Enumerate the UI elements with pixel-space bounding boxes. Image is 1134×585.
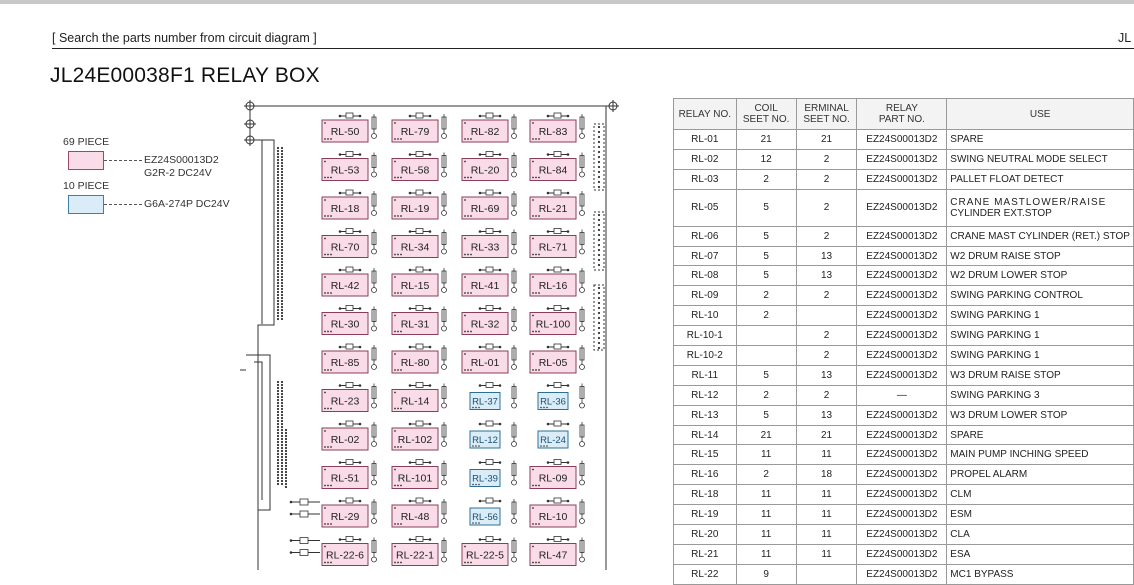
relay-label: RL-39 [472, 473, 498, 485]
relay-label: RL-02 [330, 434, 360, 446]
col-use [947, 99, 1134, 130]
relay-table [673, 98, 1134, 585]
col-terminal-seet [796, 99, 857, 130]
coil-seet-cell: 21 [736, 130, 796, 150]
relay-symbol [392, 537, 447, 566]
relay-no-cell: RL-07 [674, 246, 737, 266]
coil-seet-cell: 11 [736, 445, 796, 465]
coil-seet-cell: 5 [736, 189, 796, 226]
legend-part-blue-1: G6A-274P DC24V [144, 198, 230, 210]
coil-seet-cell: 21 [736, 425, 796, 445]
relay-label: RL-84 [538, 164, 568, 177]
terminal-seet-cell: 11 [796, 485, 857, 505]
part-no-cell: EZ24S00013D2 [857, 306, 947, 326]
relay-label: RL-58 [400, 164, 430, 177]
table-row [674, 544, 1134, 564]
terminal-seet-cell: 21 [796, 425, 857, 445]
coil-seet-cell: 5 [736, 226, 796, 246]
part-no-cell: EZ24S00013D2 [857, 149, 947, 169]
part-no-cell: EZ24S00013D2 [857, 405, 947, 425]
relay-no-cell: RL-02 [674, 149, 737, 169]
relay-symbol [462, 190, 517, 219]
use-cell: ESM [947, 505, 1134, 525]
relay-symbol [322, 498, 377, 527]
relay-label: RL-19 [400, 203, 430, 215]
table-row [674, 564, 1134, 584]
terminal-seet-cell: 11 [796, 445, 857, 465]
relay-no-cell: RL-06 [674, 226, 737, 246]
relay-no-cell: RL-10-1 [674, 326, 737, 346]
coil-seet-cell: 11 [736, 485, 796, 505]
relay-no-cell: RL-01 [674, 130, 737, 150]
relay-no-cell: RL-16 [674, 465, 737, 485]
relay-no-cell: RL-15 [674, 445, 737, 465]
relay-label: RL-50 [330, 126, 360, 138]
relay-no-cell: RL-10 [674, 306, 737, 326]
relay-symbol [462, 152, 517, 181]
relay-label: RL-36 [540, 396, 566, 408]
relay-symbol [322, 113, 377, 142]
relay-no-cell: RL-20 [674, 525, 737, 545]
relay-no-cell: RL-09 [674, 286, 737, 306]
relay-label: RL-56 [472, 512, 498, 523]
part-no-cell: EZ24S00013D2 [857, 246, 947, 266]
relay-symbol [392, 498, 447, 527]
use-cell: SWING NEUTRAL MODE SELECT [947, 149, 1134, 169]
relay-label: RL-71 [538, 241, 568, 254]
relay-label: RL-102 [397, 434, 433, 446]
terminal-seet-cell: 13 [796, 246, 857, 266]
terminal-seet-cell: 2 [796, 226, 857, 246]
relay-symbol [322, 267, 377, 296]
part-no-cell: EZ24S00013D2 [857, 286, 947, 306]
part-no-cell: — [857, 385, 947, 405]
coil-seet-cell: 11 [736, 505, 796, 525]
relay-label: RL-10 [538, 511, 568, 523]
relay-symbol [322, 383, 377, 412]
page-title: JL24E00038F1 RELAY BOX [50, 64, 320, 87]
relay-label: RL-22-1 [396, 549, 434, 562]
terminal-seet-cell: 2 [796, 169, 857, 189]
table-row [674, 246, 1134, 266]
relay-no-cell: RL-21 [674, 544, 737, 564]
relay-symbol [538, 421, 585, 448]
part-no-cell: EZ24S00013D2 [857, 266, 947, 286]
relay-label: RL-14 [400, 395, 430, 408]
relay-label: RL-101 [397, 472, 433, 485]
relay-label: RL-47 [538, 549, 568, 562]
relay-symbol [392, 152, 447, 181]
table-row [674, 465, 1134, 485]
relay-symbol [322, 190, 377, 219]
relay-label: RL-12 [472, 435, 498, 446]
use-cell: PALLET FLOAT DETECT [947, 169, 1134, 189]
table-header-row [674, 99, 1134, 130]
relay-label: RL-70 [330, 241, 360, 254]
col-terminal-label-1: ERMINAL [804, 103, 849, 114]
relay-label: RL-05 [538, 357, 568, 369]
relay-symbol [322, 344, 377, 373]
relay-no-cell: RL-13 [674, 405, 737, 425]
relay-label: RL-30 [330, 318, 360, 331]
coil-seet-cell: 5 [736, 266, 796, 286]
relay-label: RL-23 [330, 395, 360, 408]
part-no-cell: EZ24S00013D2 [857, 169, 947, 189]
relay-symbol [322, 229, 377, 258]
relay-label: RL-42 [330, 280, 360, 292]
part-no-cell: EZ24S00013D2 [857, 226, 947, 246]
use-cell: SWING PARKING CONTROL [947, 286, 1134, 306]
relay-label: RL-31 [400, 318, 430, 331]
relay-symbol [530, 267, 585, 296]
relay-label: RL-82 [470, 126, 500, 138]
table-row [674, 425, 1134, 445]
relay-no-cell: RL-08 [674, 266, 737, 286]
use-cell: SWING PARKING 1 [947, 346, 1134, 366]
relay-no-cell: RL-18 [674, 485, 737, 505]
part-no-cell: EZ24S00013D2 [857, 465, 947, 485]
coil-seet-cell: 11 [736, 525, 796, 545]
use-cell: ESA [947, 544, 1134, 564]
use-cell: CLA [947, 525, 1134, 545]
relay-symbol [392, 113, 447, 142]
relay-label: RL-48 [400, 511, 430, 523]
use-line-1: CRANE MASTLOWER/RAISE [950, 196, 1107, 208]
part-no-cell: EZ24S00013D2 [857, 189, 947, 226]
part-no-cell: EZ24S00013D2 [857, 564, 947, 584]
col-part-no [857, 99, 947, 130]
relay-symbol [462, 113, 517, 142]
coil-seet-cell: 5 [736, 405, 796, 425]
relay-label: RL-22-5 [466, 549, 504, 562]
relay-symbol [322, 306, 377, 335]
relay-label: RL-20 [470, 164, 500, 177]
relay-label: RL-37 [472, 396, 498, 408]
plug-symbol [290, 538, 320, 556]
use-cell: W2 DRUM RAISE STOP [947, 246, 1134, 266]
relay-label: RL-53 [330, 164, 360, 177]
legend-leader-blue [104, 204, 142, 205]
relay-symbol [530, 229, 585, 258]
terminal-seet-cell [796, 306, 857, 326]
relay-label: RL-69 [470, 203, 500, 215]
header-rule [52, 48, 1134, 49]
part-no-cell: EZ24S00013D2 [857, 425, 947, 445]
relay-symbol [470, 383, 517, 410]
breadcrumb-right: JL [1118, 31, 1132, 45]
relay-symbol [392, 229, 447, 258]
relay-no-cell: RL-19 [674, 505, 737, 525]
part-no-cell: EZ24S00013D2 [857, 445, 947, 465]
relay-symbol [392, 460, 447, 489]
col-coil-seet [736, 99, 796, 130]
terminal-seet-cell: 2 [796, 149, 857, 169]
col-part-label-1: RELAY [885, 103, 918, 114]
table-row [674, 149, 1134, 169]
relay-no-cell: RL-05 [674, 189, 737, 226]
part-no-cell: EZ24S00013D2 [857, 525, 947, 545]
table-row [674, 326, 1134, 346]
table-row [674, 169, 1134, 189]
coil-seet-cell: 2 [736, 385, 796, 405]
table-row [674, 189, 1134, 226]
relay-symbol [392, 383, 447, 412]
relay-symbol [322, 152, 377, 181]
relay-no-cell: RL-22 [674, 564, 737, 584]
part-no-cell: EZ24S00013D2 [857, 485, 947, 505]
table-row [674, 226, 1134, 246]
table-row [674, 130, 1134, 150]
relay-label: RL-22-6 [326, 549, 364, 562]
part-no-cell: EZ24S00013D2 [857, 544, 947, 564]
table-row [674, 445, 1134, 465]
terminal-seet-cell: 11 [796, 505, 857, 525]
terminal-seet-cell: 2 [796, 385, 857, 405]
legend-part-pink-1: EZ24S00013D2 [144, 154, 219, 166]
relay-symbol [392, 190, 447, 219]
relay-board-diagram [240, 100, 620, 570]
terminal-seet-cell: 13 [796, 266, 857, 286]
part-no-cell: EZ24S00013D2 [857, 130, 947, 150]
terminal-seet-cell: 13 [796, 365, 857, 385]
use-cell: CRANE MAST CYLINDER (RET.) STOP [947, 226, 1134, 246]
use-cell: SPARE [947, 130, 1134, 150]
coil-seet-cell: 2 [736, 465, 796, 485]
legend-leader-pink [104, 160, 142, 161]
terminal-seet-cell: 2 [796, 346, 857, 366]
relay-symbol [462, 537, 517, 566]
relay-label: RL-16 [538, 280, 568, 292]
legend-swatch-pink [68, 151, 104, 170]
terminal-seet-cell: 21 [796, 130, 857, 150]
relay-symbol [462, 344, 517, 373]
terminal-seet-cell: 2 [796, 286, 857, 306]
relay-symbol [392, 267, 447, 296]
relay-symbol [470, 421, 517, 448]
use-cell: SWING PARKING 1 [947, 306, 1134, 326]
relay-label: RL-34 [400, 241, 430, 254]
use-cell: MAIN PUMP INCHING SPEED [947, 445, 1134, 465]
table-row [674, 306, 1134, 326]
relay-symbol [462, 306, 517, 335]
relay-label: RL-21 [538, 203, 568, 215]
relay-no-cell: RL-12 [674, 385, 737, 405]
relay-label: RL-24 [540, 435, 566, 446]
relay-no-cell: RL-14 [674, 425, 737, 445]
relay-symbol [322, 421, 377, 450]
coil-seet-cell: 5 [736, 246, 796, 266]
relay-label: RL-83 [538, 126, 568, 138]
coil-seet-cell: 2 [736, 169, 796, 189]
relay-board-svg [240, 100, 620, 570]
relay-label: RL-33 [470, 241, 500, 254]
table-row [674, 385, 1134, 405]
terminal-seet-cell: 2 [796, 189, 857, 226]
use-cell: W3 DRUM LOWER STOP [947, 405, 1134, 425]
relay-symbol [538, 383, 585, 410]
use-cell [947, 189, 1134, 226]
part-no-cell: EZ24S00013D2 [857, 346, 947, 366]
table-row [674, 266, 1134, 286]
relay-no-cell: RL-03 [674, 169, 737, 189]
use-cell: CLM [947, 485, 1134, 505]
use-line-2: CYLINDER EXT.STOP [950, 207, 1052, 219]
terminal-seet-cell [796, 564, 857, 584]
relay-symbol [470, 460, 517, 487]
legend-swatch-blue [68, 195, 104, 214]
terminal-seet-cell: 2 [796, 326, 857, 346]
table-row [674, 525, 1134, 545]
table-row [674, 405, 1134, 425]
terminal-seet-cell: 11 [796, 525, 857, 545]
table-row [674, 346, 1134, 366]
use-cell: MC1 BYPASS [947, 564, 1134, 584]
relay-symbol [322, 460, 377, 489]
relay-label: RL-01 [470, 357, 500, 369]
relay-symbol [530, 190, 585, 219]
part-no-cell: EZ24S00013D2 [857, 326, 947, 346]
relay-label: RL-32 [470, 318, 500, 331]
relay-label: RL-41 [470, 280, 500, 292]
relay-label: RL-85 [330, 357, 360, 369]
relay-label: RL-15 [400, 280, 430, 292]
coil-seet-cell: 12 [736, 149, 796, 169]
relay-no-cell: RL-11 [674, 365, 737, 385]
relay-label: RL-18 [330, 203, 360, 215]
relay-symbol [530, 152, 585, 181]
terminal-seet-cell: 18 [796, 465, 857, 485]
col-use-label: USE [1029, 108, 1051, 120]
col-terminal-label-2: SEET NO. [803, 114, 850, 125]
plug-symbol [290, 499, 320, 517]
coil-seet-cell [736, 326, 796, 346]
relay-symbol [392, 344, 447, 373]
relay-label: RL-29 [330, 511, 360, 523]
use-cell: SWING PARKING 3 [947, 385, 1134, 405]
relay-symbol [392, 421, 447, 450]
coil-seet-cell: 2 [736, 306, 796, 326]
legend-count-blue: 10 PIECE [63, 180, 110, 192]
window-top-border [0, 0, 1134, 4]
col-coil-label-2: SEET NO. [742, 114, 790, 125]
use-cell: SWING PARKING 1 [947, 326, 1134, 346]
relay-symbol [462, 267, 517, 296]
relay-symbol [530, 344, 585, 373]
relay-symbol [322, 537, 377, 566]
use-cell: W2 DRUM LOWER STOP [947, 266, 1134, 286]
col-coil-label-1: COIL [754, 103, 778, 114]
relay-symbol [530, 113, 585, 142]
relay-label: RL-79 [400, 126, 430, 138]
terminal-seet-cell: 13 [796, 405, 857, 425]
relay-symbol [530, 537, 585, 566]
relay-label: RL-100 [535, 318, 571, 331]
relay-label: RL-09 [538, 472, 568, 485]
use-cell: W3 DRUM RAISE STOP [947, 365, 1134, 385]
terminal-seet-cell: 11 [796, 544, 857, 564]
relay-symbol [530, 498, 585, 527]
coil-seet-cell: 11 [736, 544, 796, 564]
part-no-cell: EZ24S00013D2 [857, 365, 947, 385]
coil-seet-cell: 2 [736, 286, 796, 306]
table-row [674, 505, 1134, 525]
relay-label: RL-51 [330, 472, 360, 485]
relay-label: RL-80 [400, 357, 430, 369]
breadcrumb: [ Search the parts number from circuit diagram ] [52, 31, 317, 45]
col-relay-no-label: RELAY NO. [678, 108, 732, 120]
relay-symbol [530, 306, 585, 335]
legend-count-pink: 69 PIECE [63, 136, 110, 148]
col-part-label-2: PART NO. [878, 114, 925, 125]
relay-symbol [462, 229, 517, 258]
table-row [674, 485, 1134, 505]
coil-seet-cell: 5 [736, 365, 796, 385]
col-relay-no [674, 99, 737, 130]
part-no-cell: EZ24S00013D2 [857, 505, 947, 525]
table-row [674, 365, 1134, 385]
coil-seet-cell: 9 [736, 564, 796, 584]
relay-no-cell: RL-10-2 [674, 346, 737, 366]
use-cell: SPARE [947, 425, 1134, 445]
legend-part-pink-2: G2R-2 DC24V [144, 167, 212, 179]
relay-symbol [470, 498, 517, 525]
use-cell: PROPEL ALARM [947, 465, 1134, 485]
relay-symbol [530, 460, 585, 489]
coil-seet-cell [736, 346, 796, 366]
table-row [674, 286, 1134, 306]
relay-symbol [392, 306, 447, 335]
